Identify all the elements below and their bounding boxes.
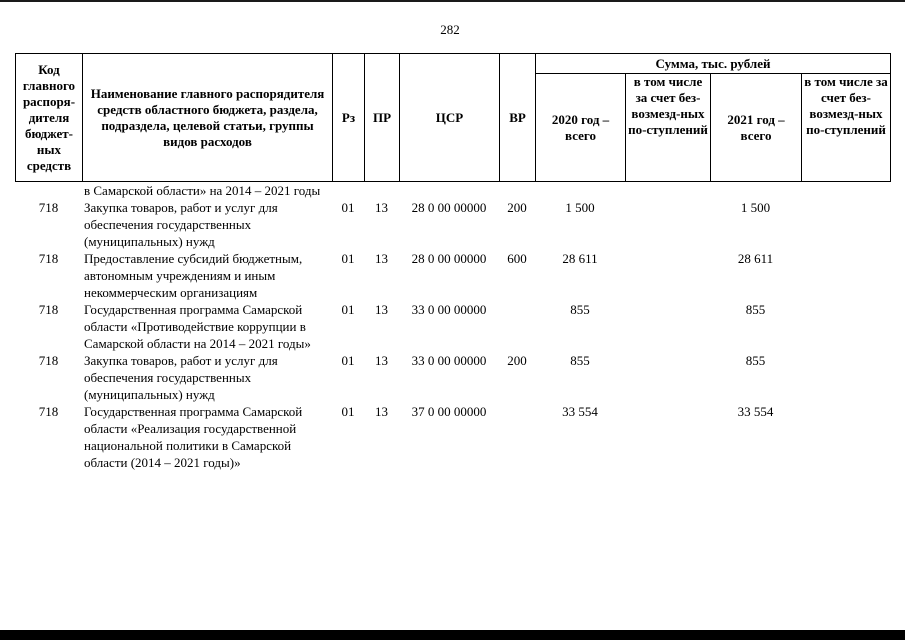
table-row <box>15 250 890 301</box>
row-csr: 28 0 00 00000 <box>411 251 487 266</box>
col-name-header: Наименование главного распорядителя средств областного бюджета, раздела, подраздела, целевой статьи, группы видов расходов <box>83 54 333 182</box>
col-pr-header: ПР <box>365 54 400 182</box>
row-2021-total: 33 554 <box>737 404 774 419</box>
row-2021-free <box>801 301 890 352</box>
row-name: Государственная программа Самарской области «Противодействие коррупции в Самарской области на 2014 – 2021 годы» <box>84 302 311 351</box>
continuation-row <box>15 182 890 199</box>
col-2021-header: 2021 год – всего <box>711 74 802 182</box>
budget-table-header <box>15 53 891 182</box>
row-name: Предоставление субсидий бюджетным, автономным учреждениям и иным некоммерческим организациям <box>84 251 303 300</box>
row-vr: 200 <box>507 353 527 368</box>
row-code: 718 <box>38 251 59 266</box>
row-vr <box>499 403 535 471</box>
row-2020-total: 1 500 <box>565 200 595 215</box>
row-2020-total: 855 <box>570 353 590 368</box>
table-row <box>15 403 890 471</box>
row-rz: 01 <box>341 404 355 419</box>
row-2021-free <box>801 250 890 301</box>
row-code: 718 <box>38 200 59 215</box>
col-2020-header: 2020 год – всего <box>536 74 626 182</box>
row-vr: 600 <box>507 251 527 266</box>
col-code-header: Код главного распоря-дителя бюджет-ных средств <box>16 54 83 182</box>
col-rz-header: Рз <box>333 54 365 182</box>
row-code: 718 <box>38 353 59 368</box>
row-2021-free <box>801 199 890 250</box>
col-csr-header: ЦСР <box>400 54 500 182</box>
row-pr: 13 <box>375 404 388 419</box>
row-name: Закупка товаров, работ и услуг для обеспечения государственных (муниципальных) нужд <box>84 353 278 402</box>
col-2021-free-header: в том числе за счет без-возмезд-ных по-ступлений <box>802 74 891 182</box>
row-csr: 33 0 00 00000 <box>411 302 487 317</box>
bottom-border-line <box>0 630 905 640</box>
row-2020-total: 33 554 <box>562 404 598 419</box>
row-vr <box>499 301 535 352</box>
budget-table-body <box>15 182 890 471</box>
row-csr: 33 0 00 00000 <box>411 353 487 368</box>
row-code: 718 <box>38 302 59 317</box>
row-pr: 13 <box>375 200 388 215</box>
continuation-text: в Самарской области» на 2014 – 2021 годы <box>84 183 321 198</box>
row-2020-free <box>625 352 710 403</box>
row-2021-total: 855 <box>745 302 766 317</box>
row-pr: 13 <box>375 251 388 266</box>
row-2021-total: 1 500 <box>740 200 771 215</box>
row-2020-free <box>625 403 710 471</box>
table-row <box>15 301 890 352</box>
page-number: 282 <box>440 22 460 37</box>
row-name: Закупка товаров, работ и услуг для обеспечения государственных (муниципальных) нужд <box>84 200 278 249</box>
row-rz: 01 <box>341 251 355 266</box>
table-row <box>15 199 890 250</box>
row-pr: 13 <box>375 302 388 317</box>
row-rz: 01 <box>341 353 355 368</box>
row-vr: 200 <box>507 200 527 215</box>
row-2021-free <box>801 352 890 403</box>
row-2020-free <box>625 250 710 301</box>
row-rz: 01 <box>341 200 355 215</box>
row-code: 718 <box>38 404 59 419</box>
row-name: Государственная программа Самарской области «Реализация государственной национальной политики в Самарской области (2014 – 2021 годы)» <box>84 404 303 470</box>
row-pr: 13 <box>375 353 388 368</box>
row-csr: 37 0 00 00000 <box>411 404 487 419</box>
col-vr-header: ВР <box>500 54 536 182</box>
row-2020-free <box>625 199 710 250</box>
row-2020-total: 28 611 <box>562 251 598 266</box>
row-2021-total: 855 <box>745 353 766 368</box>
col-2020-free-header: в том числе за счет без-возмезд-ных по-ступлений <box>626 74 711 182</box>
row-rz: 01 <box>341 302 355 317</box>
row-2020-free <box>625 301 710 352</box>
row-csr: 28 0 00 00000 <box>411 200 487 215</box>
row-2021-total: 28 611 <box>737 251 774 266</box>
top-border-line <box>0 0 905 2</box>
row-2021-free <box>801 403 890 471</box>
row-2020-total: 855 <box>570 302 590 317</box>
col-sum-header: Сумма, тыс. рублей <box>536 54 891 74</box>
table-row <box>15 352 890 403</box>
